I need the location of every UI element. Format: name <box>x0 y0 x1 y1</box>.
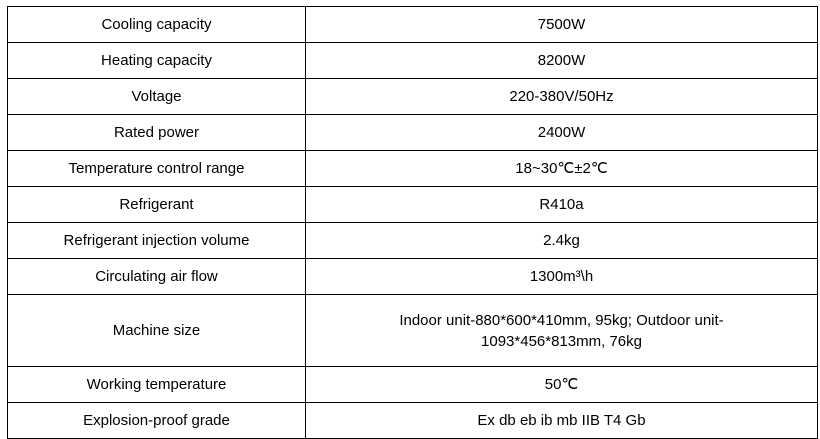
table-row <box>8 295 818 367</box>
spec-label: Temperature control range <box>8 151 306 187</box>
spec-table <box>7 6 818 439</box>
spec-value: Ex db eb ib mb IIB T4 Gb <box>306 403 818 439</box>
spec-label: Refrigerant <box>8 187 306 223</box>
spec-label: Machine size <box>8 295 306 367</box>
spec-value: 50℃ <box>306 367 818 403</box>
spec-label: Voltage <box>8 79 306 115</box>
spec-value <box>306 295 818 367</box>
spec-value: 18~30℃±2℃ <box>306 151 818 187</box>
table-row <box>8 151 818 187</box>
spec-value-line: Indoor unit-880*600*410mm, 95kg; Outdoor unit- <box>399 311 724 329</box>
table-row <box>8 259 818 295</box>
table-row <box>8 7 818 43</box>
table-row <box>8 187 818 223</box>
spec-label: Working temperature <box>8 367 306 403</box>
spec-value: 220-380V/50Hz <box>306 79 818 115</box>
spec-value: R410a <box>306 187 818 223</box>
table-row <box>8 223 818 259</box>
spec-label: Circulating air flow <box>8 259 306 295</box>
spec-value-line: 1093*456*813mm, 76kg <box>481 332 642 350</box>
spec-label: Explosion-proof grade <box>8 403 306 439</box>
spec-value: 7500W <box>306 7 818 43</box>
table-row <box>8 367 818 403</box>
spec-value: 2.4kg <box>306 223 818 259</box>
table-row <box>8 43 818 79</box>
table-row <box>8 403 818 439</box>
table-row <box>8 115 818 151</box>
spec-value: 1300m³\h <box>306 259 818 295</box>
table-row <box>8 79 818 115</box>
spec-label: Cooling capacity <box>8 7 306 43</box>
spec-label: Rated power <box>8 115 306 151</box>
spec-value: 8200W <box>306 43 818 79</box>
spec-label: Heating capacity <box>8 43 306 79</box>
spec-value: 2400W <box>306 115 818 151</box>
spec-label: Refrigerant injection volume <box>8 223 306 259</box>
